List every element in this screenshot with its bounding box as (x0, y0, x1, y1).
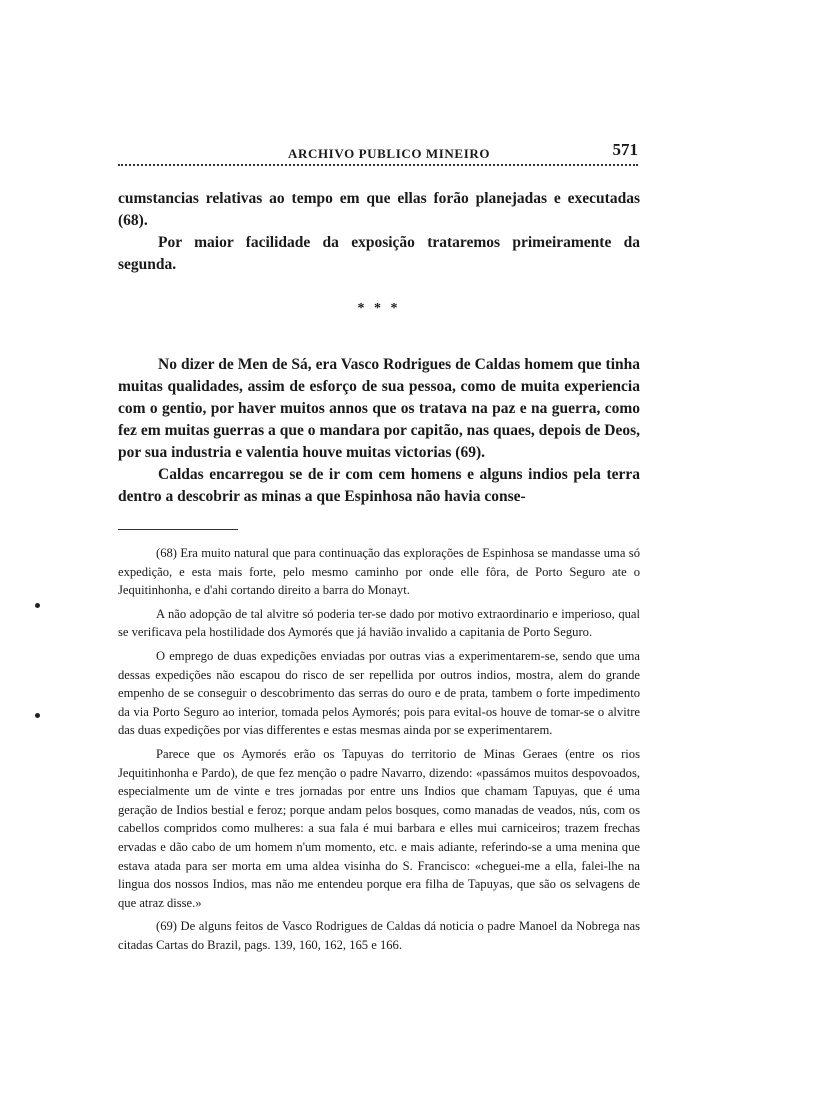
paragraph-continuation: cumstancias relativas ao tempo em que ellas forão planejadas e executadas (68). (118, 190, 640, 229)
header-title: ARCHIVO PUBLICO MINEIRO (288, 146, 491, 161)
running-header (118, 140, 638, 174)
footnotes (118, 544, 640, 959)
footnote: (69) De alguns feitos de Vasco Rodrigues de Caldas dá noticia o padre Manoel da Nobrega nas citadas Cartas do Brazil, pags. 139, 160, 162, 165 e 166. (118, 919, 640, 952)
section-separator: * * * (357, 301, 401, 316)
paragraph: Caldas encarregou se de ir com cem homens e alguns indios pela terra dentro a descobrir as minas a que Espinhosa não havia conse- (118, 466, 640, 505)
footnote: O emprego de duas expedições enviadas por outras vias a experimentarem-se, sendo que uma dessas expedições não escapou do risco de ser repellida por outros indios, mostra, alem do grande empenho de se conseguir o descobrimento das serras do ouro e de prata, tambem o forte impedimento da via Porto Seguro ao interior, tomada pelos Aymorés; pois para evital-os houve de tomar-se o alvitre das duas expedições por vias differentes e estas mesmas ainda por se experimentarem. (118, 648, 640, 738)
footnote: A não adopção de tal alvitre só poderia ter-se dado por motivo extraordinario e imperioso, qual se verificava pela hostilidade dos Aymorés que já havião invalido a capitania de Porto Seguro. (118, 606, 640, 640)
paragraph: No dizer de Men de Sá, era Vasco Rodrigues de Caldas homem que tinha muitas qualidades, assim de esforço de sua pessoa, como de muita experiencia com o gentio, por haver muitos annos que os tratava na paz e na guerra, como fez em muitas guerras a que o mandara por capitão, nas quaes, depois de Deos, por sua industria e valentia houve muitas victorias (69). (118, 356, 640, 461)
footnote: (68) Era muito natural que para continuação das explorações de Espinhosa se mandasse uma só expedição, e esta mais forte, pelo mesmo caminho por onde elle fôra, de Porto Seguro ate o Jequitinhonha, e d'ahi cortando direito a barra do Monayt. (118, 546, 640, 598)
footnote: Parece que os Aymorés erão os Tapuyas do territorio de Minas Geraes (entre os rios Jequitinhonha e Pardo), de que fez menção o padre Navarro, dizendo: «passámos muitos despovoados, especialmente um de vinte e tres jornadas por entre uns Indios que chamam Tapuyas, que é uma geração de Indios bestial e feroz; porque andam pelos bosques, como manadas de veados, nús, com os cabellos compridos como mulheres: a sua fala é mui barbara e elles mui carniceiros; trazem frechas ervadas e dão cabo de um homem n'um momento, etc. e mais adiante, referindo-se a uma menina que estava atada para ser morta em uma aldea visinha do S. Francisco: «cheguei-me a ella, falei-lhe na lingua dos nossos Indios, mas não me entendeu porque era filha de Tapuyas, que são os selvagens de que atraz disse.» (118, 746, 640, 910)
footnote-rule (118, 529, 238, 530)
header-rule (118, 164, 638, 166)
page-number: 571 (612, 140, 638, 159)
main-text (118, 188, 640, 508)
paragraph: Por maior facilidade da exposição trataremos primeiramente da segunda. (118, 234, 640, 273)
margin-mark (35, 713, 40, 718)
margin-mark (35, 603, 40, 608)
